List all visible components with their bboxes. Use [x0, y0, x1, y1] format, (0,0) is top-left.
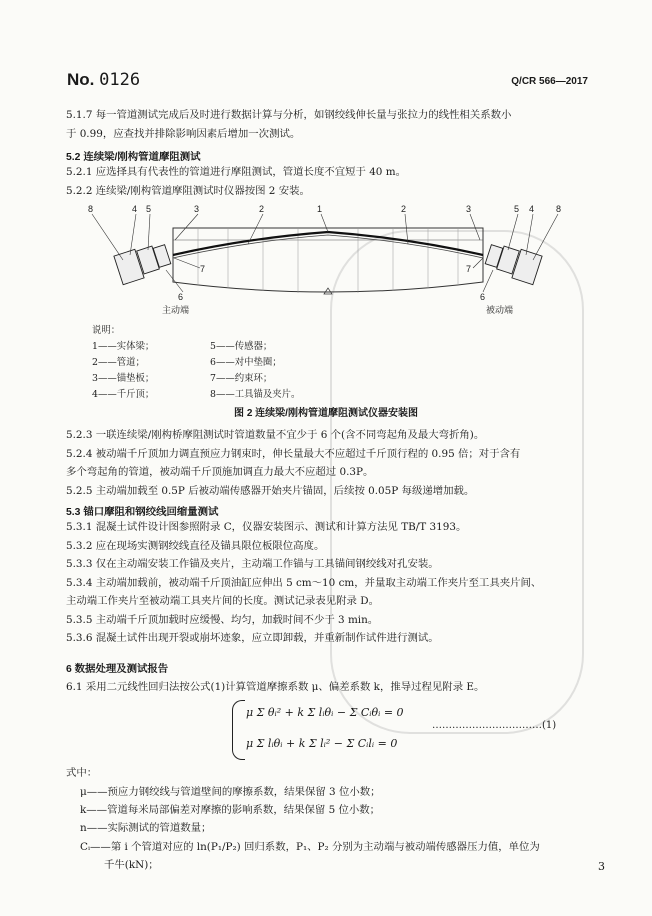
clause-5-3-6: 5.3.6 混凝土试件出现开裂或崩坏迹象，应立即卸载，并重新制作试件进行测试。	[66, 632, 439, 644]
where-label: 式中：	[66, 767, 98, 779]
document-number: No. 0126	[67, 70, 141, 90]
clause-6-1: 6.1 采用二元线性回归法按公式(1)计算管道摩擦系数 μ、偏差系数 k，推导过程见附录 E。	[66, 681, 485, 693]
clause-5-3-5: 5.3.5 主动端千斤顶加载时应缓慢、均匀，加载时间不少于 3 min。	[66, 614, 379, 626]
legend-item: 6——对中垫圈；	[210, 357, 282, 368]
callout-5-left: 5	[146, 204, 152, 214]
legend-title: 说明：	[92, 325, 121, 336]
callout-2-left: 2	[259, 204, 265, 214]
callout-4-right: 4	[529, 204, 535, 214]
callout-3-right: 3	[466, 204, 472, 214]
legend-item: 7——约束环；	[210, 373, 273, 384]
equation-brace	[232, 700, 245, 760]
callout-5-right: 5	[514, 204, 520, 214]
callout-6-left: 6	[178, 292, 184, 302]
section-6-heading: 6 数据处理及测试报告	[66, 664, 169, 675]
clause-5-3-1: 5.3.1 混凝土试件设计图参照附录 C，仪器安装图示、测试和计算方法见 TB/T 3193。	[66, 521, 467, 533]
clause-5-3-4-line2: 主动端工作夹片至被动端工具夹片间的长度。测试记录表见附录 D。	[66, 595, 379, 607]
legend-item: 8——工具锚及夹片。	[210, 389, 301, 400]
callout-8-right: 8	[556, 204, 562, 214]
definition-ci: Cᵢ——第 i 个管道对应的 ln(P₁/P₂) 回归系数，P₁、P₂ 分别为主动端与被动端传感器压力值，单位为	[80, 841, 540, 853]
callout-7-left: 7	[200, 264, 206, 274]
clause-5-3-3: 5.3.3 仅在主动端安装工作锚及夹片，主动端工作锚与工具锚间钢绞线对孔安装。	[66, 558, 439, 570]
legend-item: 4——千斤顶；	[92, 389, 155, 400]
equation-line-1: μ Σ θᵢ² + k Σ lᵢθᵢ − Σ Cᵢθᵢ = 0	[246, 706, 404, 719]
clause-5-2-1: 5.2.1 应选择具有代表性的管道进行摩阻测试，管道长度不宜短于 40 m。	[66, 166, 406, 178]
legend-item: 2——管道；	[92, 357, 145, 368]
legend-item: 3——锚垫板；	[92, 373, 155, 384]
equation-number: ……………………………(1)	[432, 720, 557, 731]
clause-5-2-2: 5.2.2 连续梁/刚构管道摩阻测试时仪器按图 2 安装。	[66, 185, 310, 197]
section-5-2-heading: 5.2 连续梁/刚构管道摩阻测试	[66, 152, 201, 163]
page-number: 3	[598, 860, 605, 873]
callout-4-left: 4	[132, 204, 138, 214]
passive-end-label: 被动端	[486, 305, 514, 315]
callout-3-left: 3	[194, 204, 200, 214]
figure-caption: 图 2 连续梁/刚构管道摩阻测试仪器安装图	[234, 408, 418, 419]
definition-n: n——实际测试的管道数量；	[80, 822, 212, 834]
clause-5-2-4-line2: 多个弯起角的管道，被动端千斤顶施加调直力最大不应超过 0.3P。	[66, 466, 374, 478]
clause-5-3-4-line1: 5.3.4 主动端加载前，被动端千斤顶油缸应伸出 5 cm～10 cm，并量取主动端工作夹片至工具夹片间、	[66, 577, 542, 589]
clause-5-1-7-line1: 5.1.7 每一管道测试完成后及时进行数据计算与分析，如钢绞线伸长量与张拉力的线性相关系数小	[66, 109, 512, 121]
legend-item: 1——实体梁；	[92, 341, 155, 352]
callout-7-right: 7	[466, 264, 472, 274]
standard-code: Q/CR 566—2017	[511, 76, 588, 87]
clause-5-2-4-line1: 5.2.4 被动端千斤顶加力调直预应力钢束时，伸长量最大不应超过千斤顶行程的 0.95 倍；对于含有	[66, 448, 521, 460]
definition-mu: μ——预应力钢绞线与管道壁间的摩擦系数，结果保留 3 位小数；	[80, 786, 381, 798]
clause-5-3-2: 5.3.2 应在现场实测钢绞线直径及锚具限位板限位高度。	[66, 540, 325, 552]
definition-ci-cont: 千牛(kN)；	[104, 859, 159, 871]
definition-k: k——管道每米局部偏差对摩擦的影响系数，结果保留 5 位小数；	[80, 804, 381, 816]
callout-8-left: 8	[88, 204, 94, 214]
clause-5-2-5: 5.2.5 主动端加载至 0.5P 后被动端传感器开始夹片锚固，后续按 0.05P 每级递增加载。	[66, 485, 475, 497]
callout-2-right: 2	[401, 204, 407, 214]
legend-item: 5——传感器；	[210, 341, 273, 352]
callout-1: 1	[317, 204, 323, 214]
clause-5-2-3: 5.2.3 一联连续梁/刚构桥摩阻测试时管道数量不宜少于 6 个(含不同弯起角及最大弯折角)。	[66, 429, 485, 441]
active-end-label: 主动端	[162, 305, 190, 315]
section-5-3-heading: 5.3 锚口摩阻和钢绞线回缩量测试	[66, 507, 219, 518]
figure-2-diagram	[78, 200, 578, 318]
equation-line-2: μ Σ lᵢθᵢ + k Σ lᵢ² − Σ Cᵢlᵢ = 0	[246, 737, 398, 750]
clause-5-1-7-line2: 于 0.99，应查找并排除影响因素后增加一次测试。	[66, 128, 301, 140]
callout-6-right: 6	[480, 292, 486, 302]
